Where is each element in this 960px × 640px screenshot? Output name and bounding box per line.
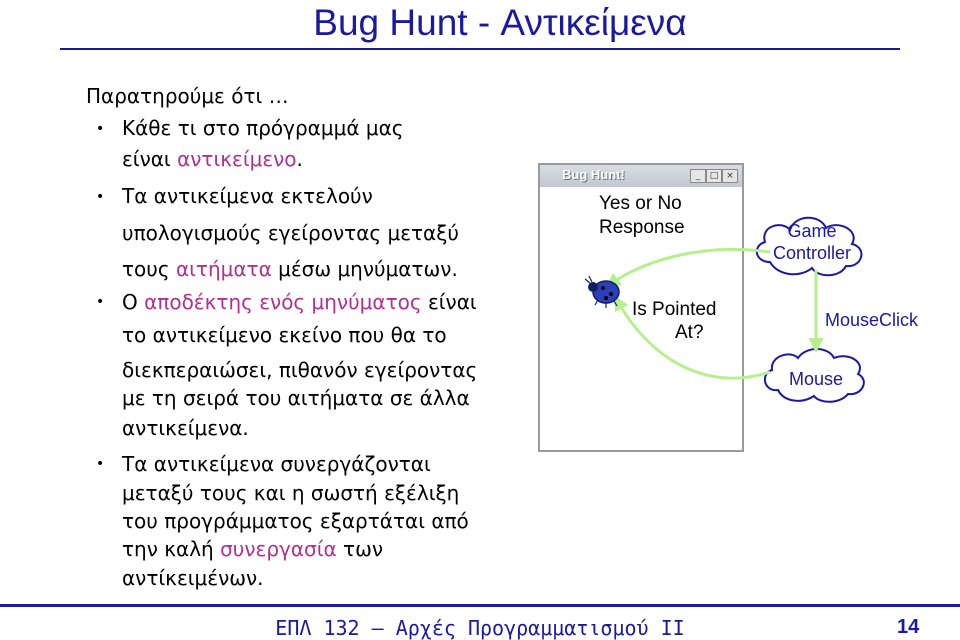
pointed-label-line-1: Is Pointed [632,299,717,320]
mouse-label: Mouse [788,369,844,389]
bullet-4-line-3: του προγράμματος εξαρτάται από [122,509,469,533]
page-number: 14 [897,616,920,638]
bullet-1-line-1: Κάθε τι στο πρόγραμμά μας [122,116,404,140]
bullet-2-line-1: Τα αντικείμενα εκτελούν [122,184,373,208]
bullet-1-line-2: είναι αντικείμενο. [122,147,303,171]
bullet-1: • [96,121,105,137]
bullet-2-line-3: τους αιτήματα μέσω μηνύματων. [122,257,458,281]
bullet-3-line-1: Ο αποδέκτης ενός μηνύματος είναι [122,290,477,314]
window-title: Bug Hunt! [562,167,625,182]
bullet-4-line-2: μεταξύ τους και η σωστή εξέλιξη [122,481,460,505]
diagram-graphics [540,180,960,420]
maximize-button[interactable]: □ [706,169,722,183]
bullet-2: • [96,189,105,205]
highlight-cooperation: συνεργασία [220,537,337,561]
bullet-4-line-4: την καλή συνεργασία των [122,537,383,561]
footer-course: ΕΠΛ 132 – Αρχές Προγραμματισμού ΙΙ [275,616,685,640]
mouseclick-label: MouseClick [825,310,919,330]
pointed-label-line-2: At? [675,322,704,343]
bullet-3-line-3: διεκπεραιώσει, πιθανόν εγείροντας [122,358,478,382]
response-label-line-2: Response [599,217,685,238]
bullet-4: • [96,456,105,472]
bullet-3: • [96,294,105,310]
bullet-3-line-5: αντικείμενα. [122,416,249,440]
close-button[interactable]: × [722,169,738,183]
bullet-2-line-2: υπολογισμούς εγείροντας μεταξύ [122,221,459,245]
game-controller-label: Game Controller [772,221,852,263]
bullet-4-line-5: αντίκειμένων. [122,566,264,590]
bullet-3-line-4: με τη σειρά του αιτήματα σε άλλα [122,386,470,410]
response-label-line-1: Yes or No [599,193,682,214]
bullet-3-line-2: το αντικείμενο εκείνο που θα το [122,323,447,347]
bullet-4-line-1: Τα αντικείμενα συνεργάζονται [122,452,431,476]
highlight-requests: αιτήματα [175,257,272,281]
footer-rule [0,604,960,607]
title-underline [60,48,900,50]
minimize-button[interactable]: _ [690,169,706,183]
highlight-object: αντικείμενο [177,147,297,171]
intro-text: Παρατηρούμε ότι … [86,84,289,108]
arrow-response [608,249,770,286]
highlight-receiver: αποδέκτης ενός μηνύματος [144,290,422,314]
arrow-pointed [616,298,770,378]
slide-title: Bug Hunt - Αντικείμενα [313,2,687,43]
